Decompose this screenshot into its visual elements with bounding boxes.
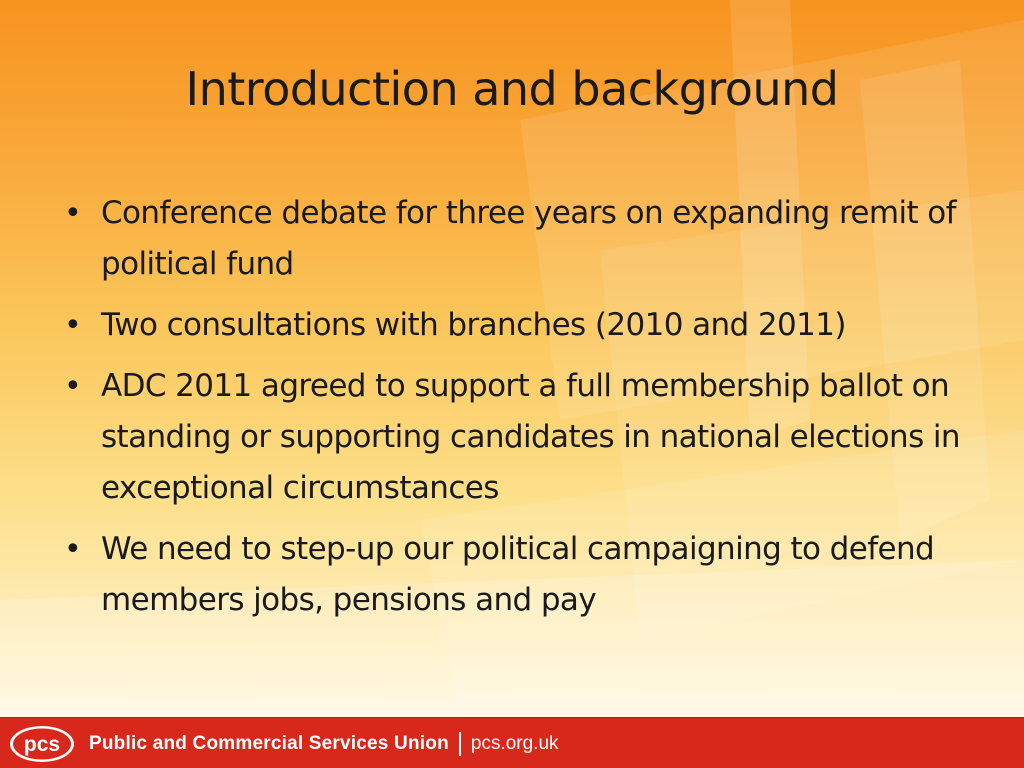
bullet-dot: • [64, 196, 82, 231]
pcs-logo-icon [9, 724, 75, 764]
bullet-text: We need to step-up our political campaigning to defend members jobs, pensions and pay [101, 531, 935, 618]
bullet-text: ADC 2011 agreed to support a full membership ballot on standing or supporting candidates in national elections in exceptional circumstances [101, 368, 960, 506]
bullet-dot: • [64, 369, 82, 404]
footer-separator [459, 732, 461, 756]
bullet-text: Two consultations with branches (2010 and 2011) [101, 307, 846, 343]
bullet-dot: • [64, 308, 82, 343]
pcs-logo [9, 724, 75, 764]
bullet-item [60, 300, 980, 351]
footer-organisation: Public and Commercial Services Union [89, 732, 449, 754]
bullet-text: Conference debate for three years on expanding remit of political fund [101, 195, 956, 282]
footer-url[interactable]: pcs.org.uk [470, 732, 559, 754]
bullet-list [60, 188, 980, 636]
bullet-item [60, 361, 980, 514]
bullet-dot: • [64, 532, 82, 567]
slide-title: Introduction and background [185, 62, 839, 116]
svg-text:pcs: pcs [23, 732, 61, 756]
footer-bar [0, 717, 1024, 768]
bullet-item [60, 524, 980, 626]
bullet-item [60, 188, 980, 290]
